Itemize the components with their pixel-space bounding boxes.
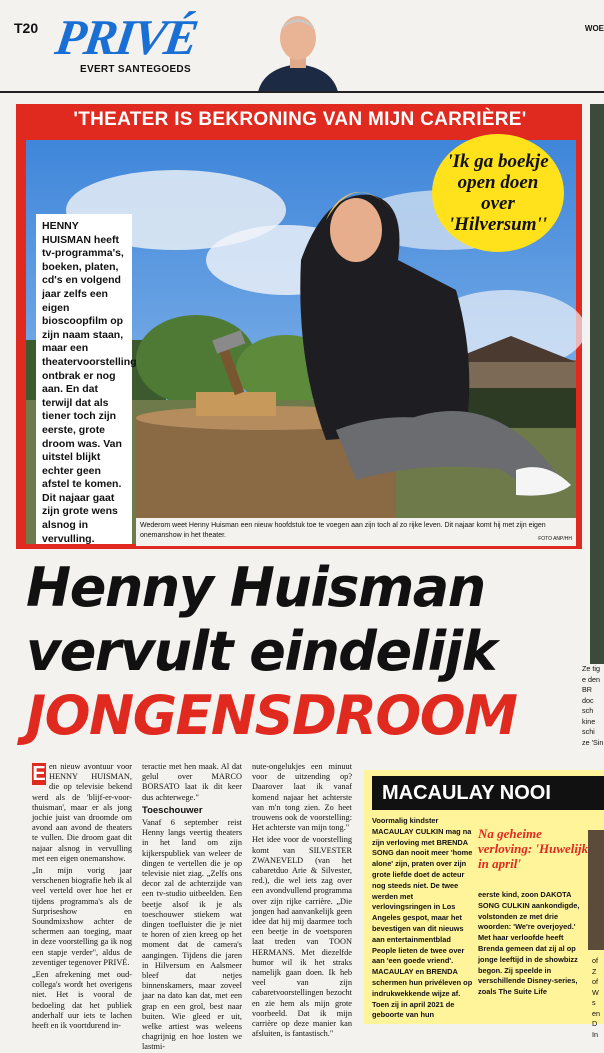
side-story-body-1: Voormalig kindster MACAULAY CULKIN mag na zijn verloving met BRENDA SONG dan nooit meer 'home alone' zijn, praten over zijn grote liefde doet de acteur nog steeds niet. De twee werden met verlovingsringen in Los Angeles gespot, maar het bevestigen van dit nieuws aan entertainmentblad People lieten de twee over aan 'een goede vriend'. MACAULAY en BRENDA schermen hun privéleven op indrukwekkende wijze af. Toen zij in april 2021 de geboorte van hun — [372, 816, 473, 1020]
article-column-1 — [32, 762, 132, 1031]
article-paragraph: teractie met hen maak. Al dat gelul over MARCO BORSATO laat ik dit keer dus achterwege." — [142, 762, 242, 802]
side-story-title: MACAULAY NOOI — [372, 776, 604, 810]
side-story-photo — [588, 830, 604, 950]
next-page-edge-text: Ze tig e den BR doc sch kine schi ze 'Sin — [582, 664, 604, 747]
article-paragraph: Het idee voor de voorstelling komt van SILVESTER ZWANEVELD (van het cabaretduo Arie & Silvester, red.), die wel iets zag over een avondvullend programma over zijn rijke carrière. „Die jongen had aanvankelijk geen idee dat hij mij daarmee toch een beetje in de voetsporen laat treden van TOON HERMANS. Met diezelfde humor wil ik het straks namelijk gaan doen. Ik heb veel van zijn cabaretvoorstellingen bezocht en zie hem als mijn grote voorbeeld. Dat ik mijn carrière op deze manier kan afsluiten, is fantastisch." — [252, 835, 352, 1039]
prive-logo — [52, 9, 206, 90]
article-paragraph: en nieuw avontuur voor HENNY HUISMAN, die op televisie bekend werd als de 'blijf-er-voor-thuisman', maar er als jong jochie juist van droomde om avond aan avond de theaters te vullen. Die droom gaat dit najaar alsnog in vervulling met een eigen onemanshow. — [32, 762, 132, 863]
article-column-3 — [252, 762, 352, 1039]
quote-bubble: 'Ik ga boekje open doen over 'Hilversum'' — [432, 134, 564, 252]
drop-cap: E — [32, 763, 46, 785]
headline — [26, 556, 586, 748]
columnist-portrait — [250, 8, 346, 92]
intro-sidebar: HENNY HUISMAN heeft tv-programma's, boeken, platen, cd's en volgend jaar zelfs een eigen bioscoopfilm op zijn naam staan, maar een theatervoorstelling ontbrak er nog aan. En dat terwijl dat als tiener toch zijn eerste, grote droom was. Van uitstel blijkt echter geen afstel te komen. Dit najaar gaat zijn grote wens alsnog in vervulling. — [36, 214, 132, 544]
article-paragraph: „Een afrekening met oud-collega's wordt het overigens niet. Het is vooral de bedoeling dat het publiek anderhalf uur iets te lachen heeft en ik voortdurend in- — [32, 970, 132, 1031]
headline-line-3: JONGENSDROOM — [26, 684, 517, 747]
side-story-body-2: eerste kind, zoon DAKOTA SONG CULKIN aankondigde, volstonden ze met drie woorden: 'We're overjoyed.' Met haar verloofde heeft Brenda gemeen dat zij al op jonge leeftijd in de showbizz begon. Zij speelde in verschillende Disney-series, zoals The Suite Life — [478, 890, 580, 997]
headline-line-1: Henny Huisman — [26, 556, 485, 619]
caption-text: Wederom weet Henny Huisman een nieuw hoofdstuk toe te voegen aan zijn toch al zo rijke leven. Dit najaar komt hij met zijn eigen onemanshow in het theater. — [140, 522, 546, 539]
edge-label: WOE — [584, 24, 604, 33]
headline-line-2: vervult eindelijk — [26, 620, 497, 683]
header-rule — [0, 91, 604, 93]
photo-caption — [136, 518, 576, 546]
side-story-subhead: Na geheime verloving: 'Huwelijk in april' — [478, 826, 589, 871]
next-page-edge-text-2: of Z of W s en D In — [592, 956, 600, 1039]
article-column-2 — [142, 762, 242, 1052]
page-number: T20 — [14, 20, 39, 36]
article-body — [32, 762, 352, 1052]
logo-word: PRIVÉ — [52, 9, 200, 65]
article-subhead: Toeschouwer — [142, 804, 203, 816]
photo-credit: FOTO ANP/HH — [538, 535, 572, 542]
next-page-edge-photo — [590, 104, 604, 664]
article-paragraph: „In mijn vorig jaar verschenen biografie heb ik al veel verteld over hoe het er tijdens programma's als de Surpriseshow en Soundmixshow achter de schermen aan toeging, maar in deze voorstelling ga ik nog een stapje verder", aldus de zeventiger tegenover PRIVÉ. — [32, 866, 132, 967]
article-paragraph: nute-ongelukjes een minuut voor de uitzending op? Daarover laat ik vanaf komend najaar het achterste van m'n tong zien. Zo heet trouwens ook de voorstelling: Het achterste van mijn tong." — [252, 762, 352, 833]
feature-banner: 'THEATER IS BEKRONING VAN MIJN CARRIÈRE' — [73, 109, 527, 130]
columnist-name: EVERT SANTEGOEDS — [80, 64, 191, 75]
article-paragraph: Vanaf 6 september reist Henny langs veertig theaters in het land om zijn kijkerspubliek van weleer de dingen te vertellen die je op televisie niet ziag. „Zelfs ons decor zal de achterzijde van een tv-studio uitbeelden. Een beetje alsof ik je als toeschouwer stiekem wat dingen toefluister die je niet te horen of zien kreeg op het moment dat de camera's aangingen. Tijdens die jaren in Hilversum en Aalsmeer bleef dat netjes binnenskamers, maar zoveel jaar na dato kan dat, met een grap en een grol, best naar buiten. Wie gleed er uit, welke artiest was weleens chagrijnig en hoe losten we lastmi- — [142, 818, 242, 1052]
